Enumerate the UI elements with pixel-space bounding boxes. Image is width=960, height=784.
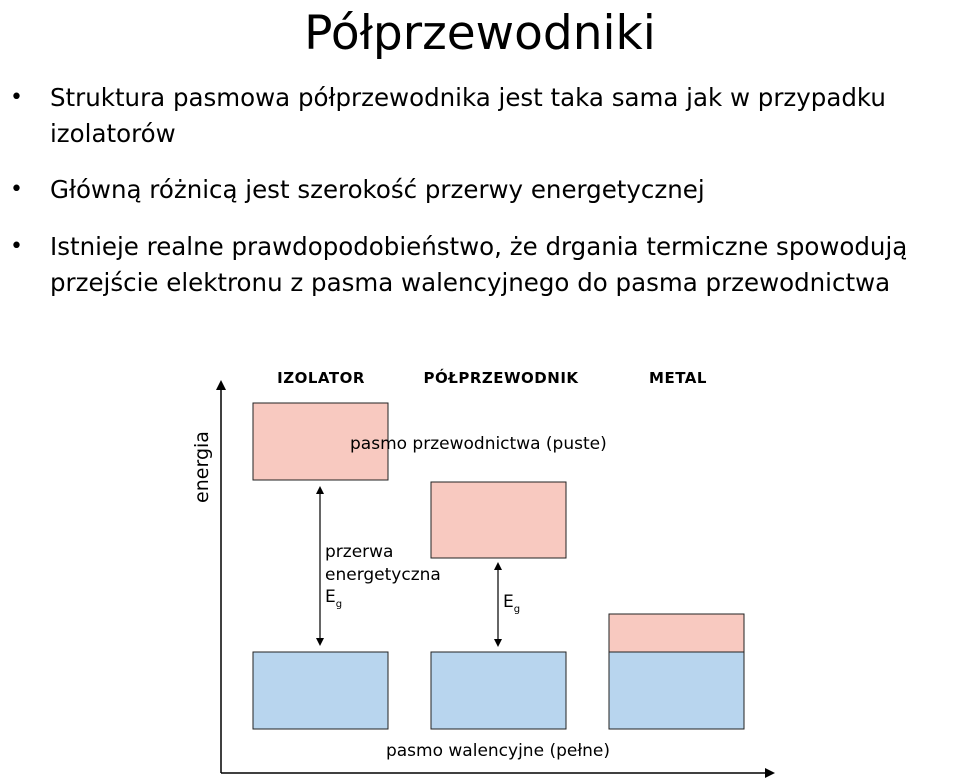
- gap-label-line2: energetyczna: [325, 565, 441, 585]
- header-semiconductor: PÓŁPRZEWODNIK: [423, 369, 579, 387]
- insulator-valence-band: [253, 652, 388, 729]
- eg-symbol: E: [503, 592, 514, 612]
- semiconductor-conduction-band: [431, 482, 566, 558]
- eg-subscript: g: [513, 604, 521, 615]
- metal-valence-band: [609, 652, 744, 729]
- axis-label-energy: energia: [191, 431, 213, 503]
- semiconductor-valence-band: [431, 652, 566, 729]
- bullet-marker: •: [10, 85, 23, 110]
- eg-symbol: E: [325, 587, 336, 607]
- slide-title: Półprzewodniki: [304, 6, 656, 61]
- semiconductor-eg-label: [503, 592, 520, 615]
- metal-conduction-band: [609, 614, 744, 652]
- insulator-eg-label: [325, 587, 342, 610]
- conduction-band-label: pasmo przewodnictwa (puste): [350, 434, 607, 454]
- gap-label-line1: przerwa: [325, 542, 394, 562]
- header-metal: METAL: [649, 369, 707, 387]
- bullet-marker: •: [10, 177, 23, 202]
- header-insulator: IZOLATOR: [277, 369, 365, 387]
- bullet-text-1: Struktura pasmowa półprzewodnika jest taka sama jak w przypadku izolatorów: [50, 83, 886, 148]
- valence-band-label: pasmo walencyjne (pełne): [385, 741, 611, 761]
- bullet-text-2: Główną różnicą jest szerokość przerwy energetycznej: [50, 175, 705, 204]
- bullet-text-3: Istnieje realne prawdopodobieństwo, że drgania termiczne spowodują przejście elektronu z pasma walencyjnego do pasma przewodnictwa: [50, 232, 908, 297]
- eg-subscript: g: [335, 599, 343, 610]
- bullet-marker: •: [10, 234, 23, 259]
